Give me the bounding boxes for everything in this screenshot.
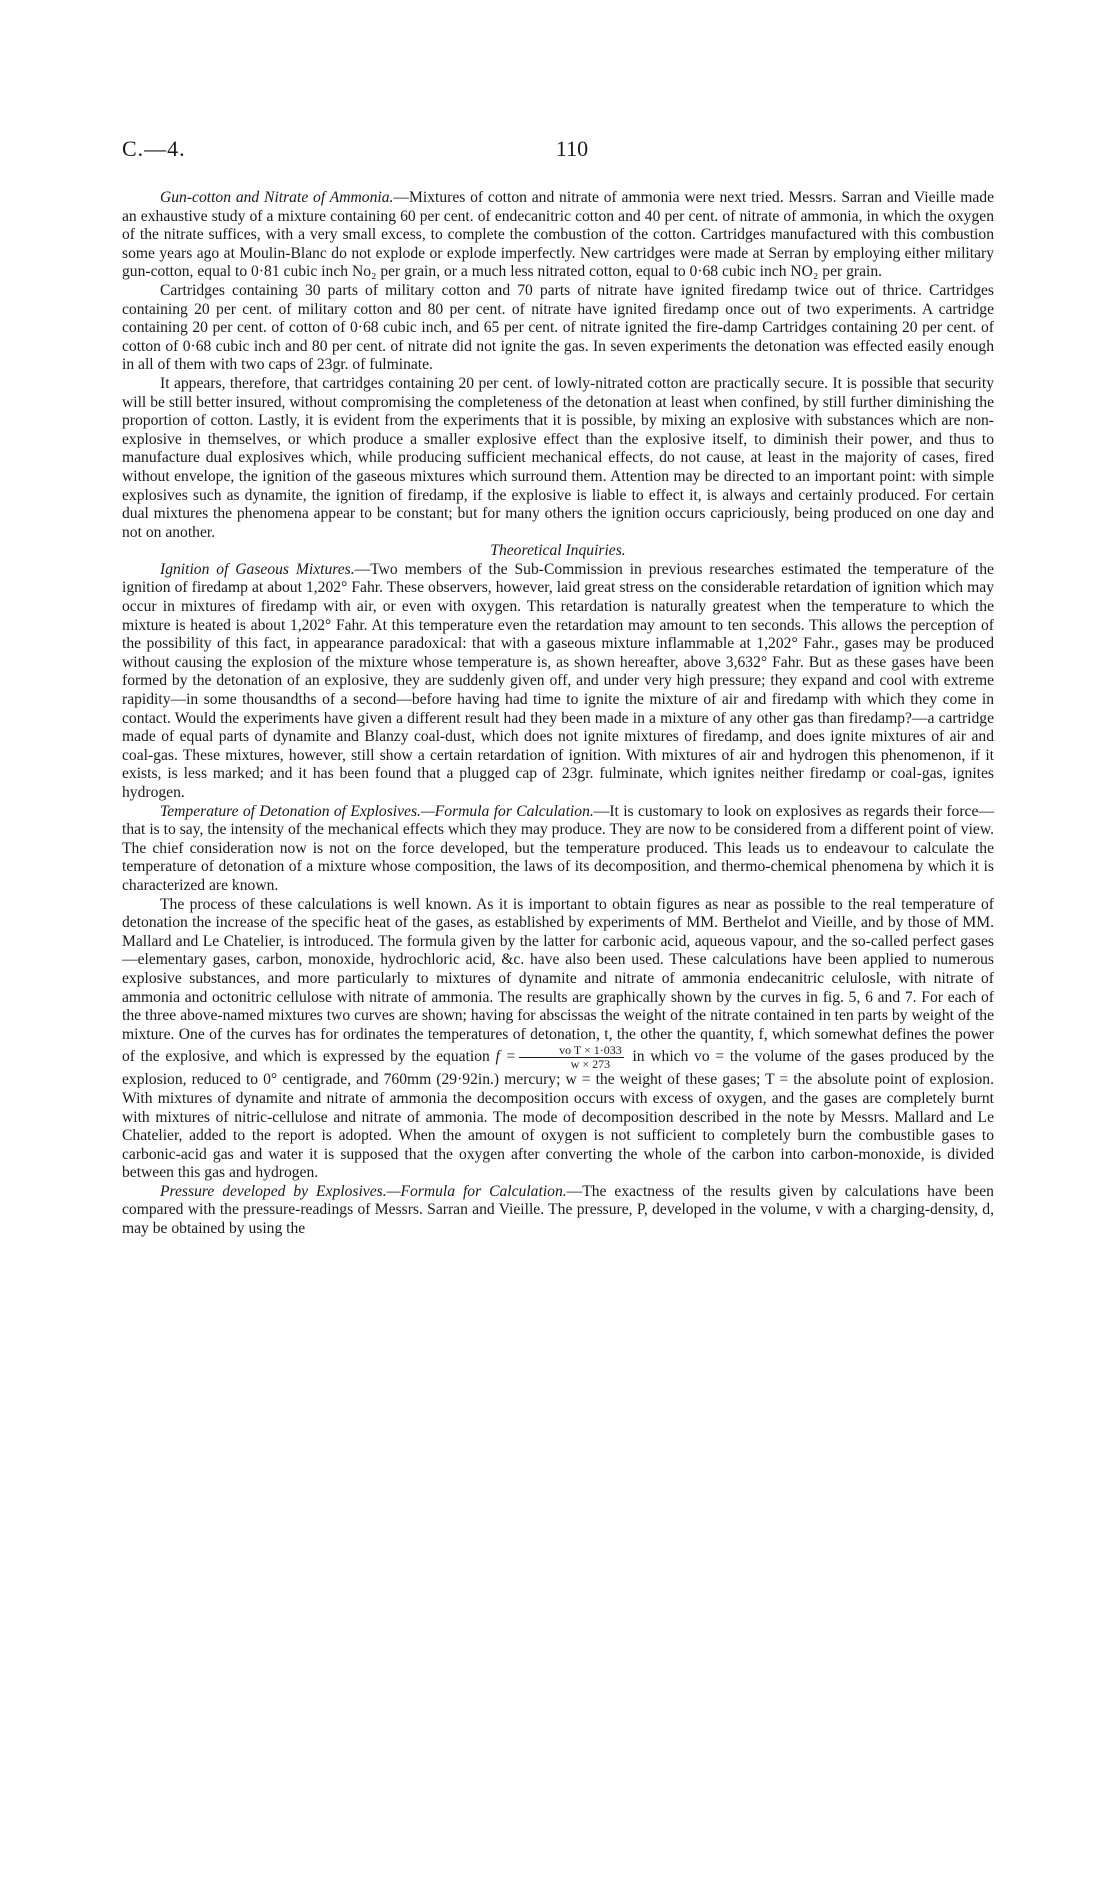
page-number: 110 [555,136,589,161]
paragraph-calculations [122,896,994,1183]
paragraph-text: —Mixtures of cotton and nitrate of ammonia were next tried. Messrs. Sarran and Vieille made an exhaustive study of a mixture containing 60 per cent. of endecanitric cotton and 40 per cent. of nitrate of ammonia, in which the oxygen of the nitrate suffices, with a very small excess, to complete the combustion of the cotton. Cartridges manufactured with this combustion some years ago at Moulin-Blanc do not explode or explode imperfectly. New cartridges were made at Serran by employing either military gun-cotton, equal to 0·81 cubic inch No₂ per grain, or a much less nitrated cotton, equal to 0·68 cubic inch NO₂ per grain. [122,189,994,281]
formula-lhs: f = [495,1048,517,1066]
paragraph-security: It appears, therefore, that cartridges containing 20 per cent. of lowly-nitrated cotton are practically secure. It is possible that security will be still better insured, without compromising the completeness of the detonation at least when confined, by still further diminishing the proportion of cotton. Lastly, it is evident from the experiments that it is possible, by mixing an explosive with substances which are non-explosive in themselves, or which produce a smaller explosive effect than the explosive itself, to diminish their power, and thus to manufacture dual explosives which, while producing sufficient mechanical effects, do not cause, at least in the majority of cases, fired without envelope, the ignition of the gaseous mixtures which surround them. Attention may be directed to an important point: with simple explosives such as dynamite, the ignition of firedamp, if the explosive is liable to effect it, is always and certainly produced. For certain dual mixtures the phenomena appear to be constant; but for many others the ignition occurs capriciously, being produced on one day and not on another. [122,374,994,541]
paragraph-text: in which vo = the volume of the gases produced by the explosion, reduced to 0° centigrade, and 760mm (29·92in.) mercury; w = the weight of these gases; T = the absolute point of explosion. With mixtures of dynamite and nitrate of ammonia the decomposition occurs with excess of oxygen, and the gases are completely burnt with mixtures of nitric-cellulose and nitrate of ammonia. The mode of decomposition described in the note by Messrs. Mallard and Le Chatelier, added to the report is adopted. When the amount of oxygen is not sufficient to completely burn the combustible gases to carbonic-acid gas and water it is supposed that the oxygen after converting the whole of the carbon into carbon-monoxide, is divided between this gas and hydrogen. [122,1048,994,1182]
paragraph-gun-cotton [122,189,994,282]
paragraph-pressure [122,1183,994,1239]
paragraph-text: —Two members of the Sub-Commission in previous researches estimated the temperature of the ignition of firedamp at about 1,202° Fahr. These observers, however, laid great stress on the considerable retardation of ignition which may occur in mixtures of firedamp with air, or even with oxygen. This retardation is naturally greatest when the temperature to which the mixture is heated is about 1,202° Fahr. At this temperature even the retardation may amount to ten seconds. This allows the perception of the possibility of this fact, in appearance paradoxical: that with a gaseous mixture inflammable at 1,202° Fahr., gases may be produced without causing the explosion of the mixture whose temperature is, as shown hereafter, above 3,632° Fahr. But as these gases have been formed by the detonation of an explosive, they are suddenly given off, and under very high pressure; they expand and cool with extreme rapidity—in some thousandths of a second—before having had time to ignite the mixture of air and firedamp with which they come in contact. Would the experiments have given a different result had they been made in a mixture of any other gas than firedamp?—a cartridge made of equal parts of dynamite and Blanzy coal-dust, which does not ignite mixtures of firedamp, and does ignite mixtures of air and coal-gas. These mixtures, however, still show a certain retardation of ignition. With mixtures of air and hydrogen this phenomenon, if it exists, is less marked; and it has been found that a plugged cap of 23gr. fulminate, which ignites neither firedamp or coal-gas, ignites hydrogen. [122,560,994,801]
paragraph-lead: Temperature of Detonation of Explosives.—Formula for Calculation. [160,802,594,820]
formula-denominator: w × 273 [570,1057,611,1072]
series-reference: C.—4. [122,136,186,161]
paragraph-text: —It is customary to look on explosives as regards their force—that is to say, the intensity of the mechanical effects which they may produce. They are now to be considered from a different point of view. The chief consideration now is not on the force developed, but the temperature produced. This leads us to endeavour to calculate the temperature of detonation of a mixture whose composition, the laws of its decomposition, and thermo-chemical phenomena by which it is characterized are known. [122,802,994,894]
paragraph-temperature [122,803,994,896]
paragraph-cartridges: Cartridges containing 30 parts of military cotton and 70 parts of nitrate have ignited firedamp twice out of thrice. Cartridges containing 20 per cent. of military cotton and 80 per cent. of nitrate have ignited firedamp once out of two experiments. A cartridge containing 20 per cent. of cotton of 0·68 cubic inch, and 65 per cent. of nitrate ignited the fire-damp Cartridges containing 20 per cent. of cotton of 0·68 cubic inch and 80 per cent. of nitrate did not ignite the gas. In seven experiments the detonation was effected easily enough in all of them with two caps of 23gr. of fulminate. [122,281,994,374]
formula-fraction [519,1044,624,1071]
paragraph-lead: Pressure developed by Explosives.—Formula for Calculation. [160,1182,567,1200]
paragraph-text: The process of these calculations is well known. As it is important to obtain figures as near as possible to the real temperature of detonation the increase of the specific heat of the gases, as established by experiments of MM. Berthelot and Vieille, and by those of MM. Mallard and Le Chatelier, is introduced. The formula given by the latter for carbonic acid, aqueous vapour, and the so-called perfect gases—elementary gases, carbon, monoxide, hydrochloric acid, &c. have also been used. These calculations have been applied to numerous explosive substances, and more particularly to mixtures of dynamite and nitrate of ammonia endecanitric celulosle, with nitrate of ammonia and octonitric cellulose with nitrate of ammonia. The results are graphically shown by the curves in fig. 5, 6 and 7. For each of the three above-named mixtures two curves are shown; having for abscissas the weight of the nitrate contained in ten parts by weight of the mixture. One of the curves has for ordinates the temperatures of detonation, t, the other the quantity, f, which somewhat defines the power of the explosive, and which is expressed by the equation [122,895,994,1066]
page-header [122,136,992,168]
section-heading: Theoretical Inquiries. [490,542,626,560]
paragraph-lead: Gun-cotton and Nitrate of Ammonia. [160,189,394,206]
body-text [122,189,994,1239]
paragraph-ignition [122,561,994,803]
formula-numerator: vo T × 1·033 [519,1044,624,1058]
paragraph-lead: Ignition of Gaseous Mixtures. [160,560,355,578]
paragraph-text: —The exactness of the results given by calculations have been compared with the pressure-readings of Messrs. Sarran and Vieille. The pressure, P, developed in the volume, v with a charging-density, d, may be obtained by using the [122,1182,994,1238]
